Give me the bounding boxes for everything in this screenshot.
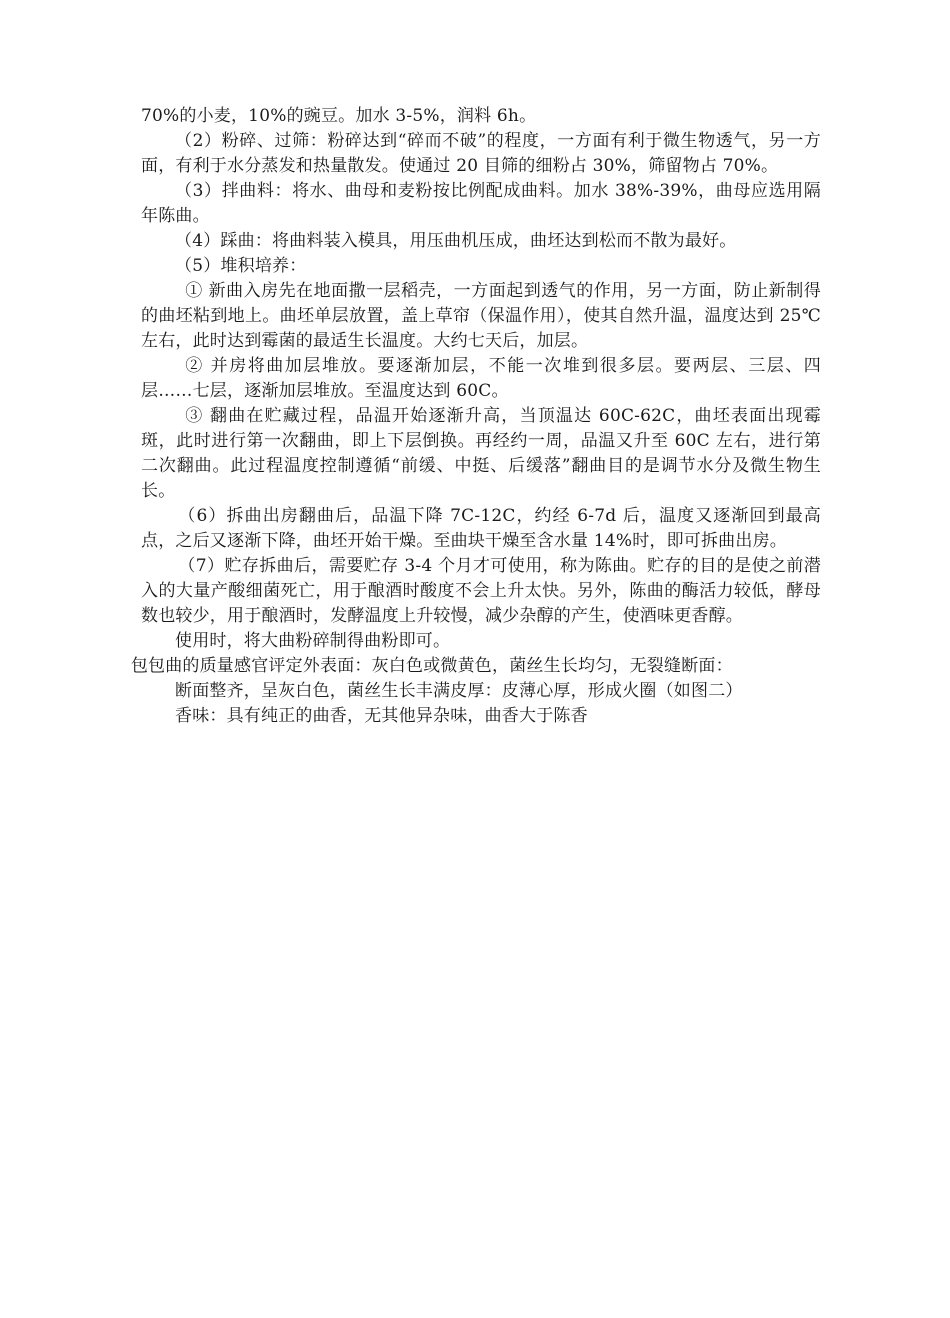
paragraph-removal: （6）拆曲出房翻曲后，品温下降 7C-12C，约经 6-7d 后，温度又逐渐回到最高点，之后又逐渐下降，曲坯开始干燥。至曲块干燥至含水量 14%时，即可拆曲出房。 — [141, 506, 821, 551]
paragraph-quality-surface: 包包曲的质量感官评定外表面：灰白色或微黄色，菌丝生长均匀，无裂缝断面： — [130, 656, 733, 676]
paragraph-quality-aroma: 香味：具有纯正的曲香，无其他异杂味，曲香大于陈香 — [175, 706, 588, 726]
paragraph-step-1-new-room: ① 新曲入房先在地面撒一层稻壳，一方面起到透气的作用，另一方面，防止新制得的曲坯粘到地上。曲坯单层放置，盖上草帘（保温作用），使其自然升温，温度达到 25℃ 左右，此时达到霉菌的最适生长温度。大约七天后，加层。 — [141, 281, 821, 351]
paragraph-usage: 使用时，将大曲粉碎制得曲粉即可。 — [175, 631, 451, 651]
paragraph-mixing-material: （3）拌曲料：将水、曲母和麦粉按比例配成曲料。加水 38%-39%，曲母应选用隔年陈曲。 — [141, 181, 821, 226]
paragraph-pressing: （4）踩曲：将曲料装入模具，用压曲机压成，曲坯达到松而不散为最好。 — [175, 231, 737, 251]
paragraph-step-3-turning: ③ 翻曲在贮藏过程，品温开始逐渐升高，当顶温达 60C-62C，曲坯表面出现霉斑，此时进行第一次翻曲，即上下层倒换。再经约一周，品温又升至 60C 左右，进行第二次翻曲。此过程温度控制遵循“前缓、中挺、后缓落”翻曲目的是调节水分及微生物生长。 — [141, 406, 821, 501]
paragraph-step-2-layering: ② 并房将曲加层堆放。要逐渐加层，不能一次堆到很多层。要两层、三层、四层……七层，逐渐加层堆放。至温度达到 60C。 — [141, 356, 821, 401]
paragraph-crushing-sieving: （2）粉碎、过筛：粉碎达到“碎而不破”的程度，一方面有利于微生物透气，另一方面，有利于水分蒸发和热量散发。使通过 20 目筛的细粉占 30%，筛留物占 70%。 — [141, 131, 821, 176]
paragraph-storage: （7）贮存拆曲后，需要贮存 3-4 个月才可使用，称为陈曲。贮存的目的是使之前潜入的大量产酸细菌死亡，用于酿酒时酸度不会上升太快。另外，陈曲的酶活力较低，酵母数也较少，用于酿酒时，发酵温度上升较慢，减少杂醇的产生，使酒味更香醇。 — [141, 556, 821, 626]
paragraph-wheat-pea-ratio: 70%的小麦，10%的豌豆。加水 3-5%，润料 6h。 — [141, 106, 537, 126]
document-body — [130, 104, 821, 729]
paragraph-quality-section: 断面整齐，呈灰白色，菌丝生长丰满皮厚：皮薄心厚，形成火圈（如图二） — [175, 681, 743, 701]
paragraph-stacking-heading: （5）堆积培养： — [175, 256, 307, 276]
